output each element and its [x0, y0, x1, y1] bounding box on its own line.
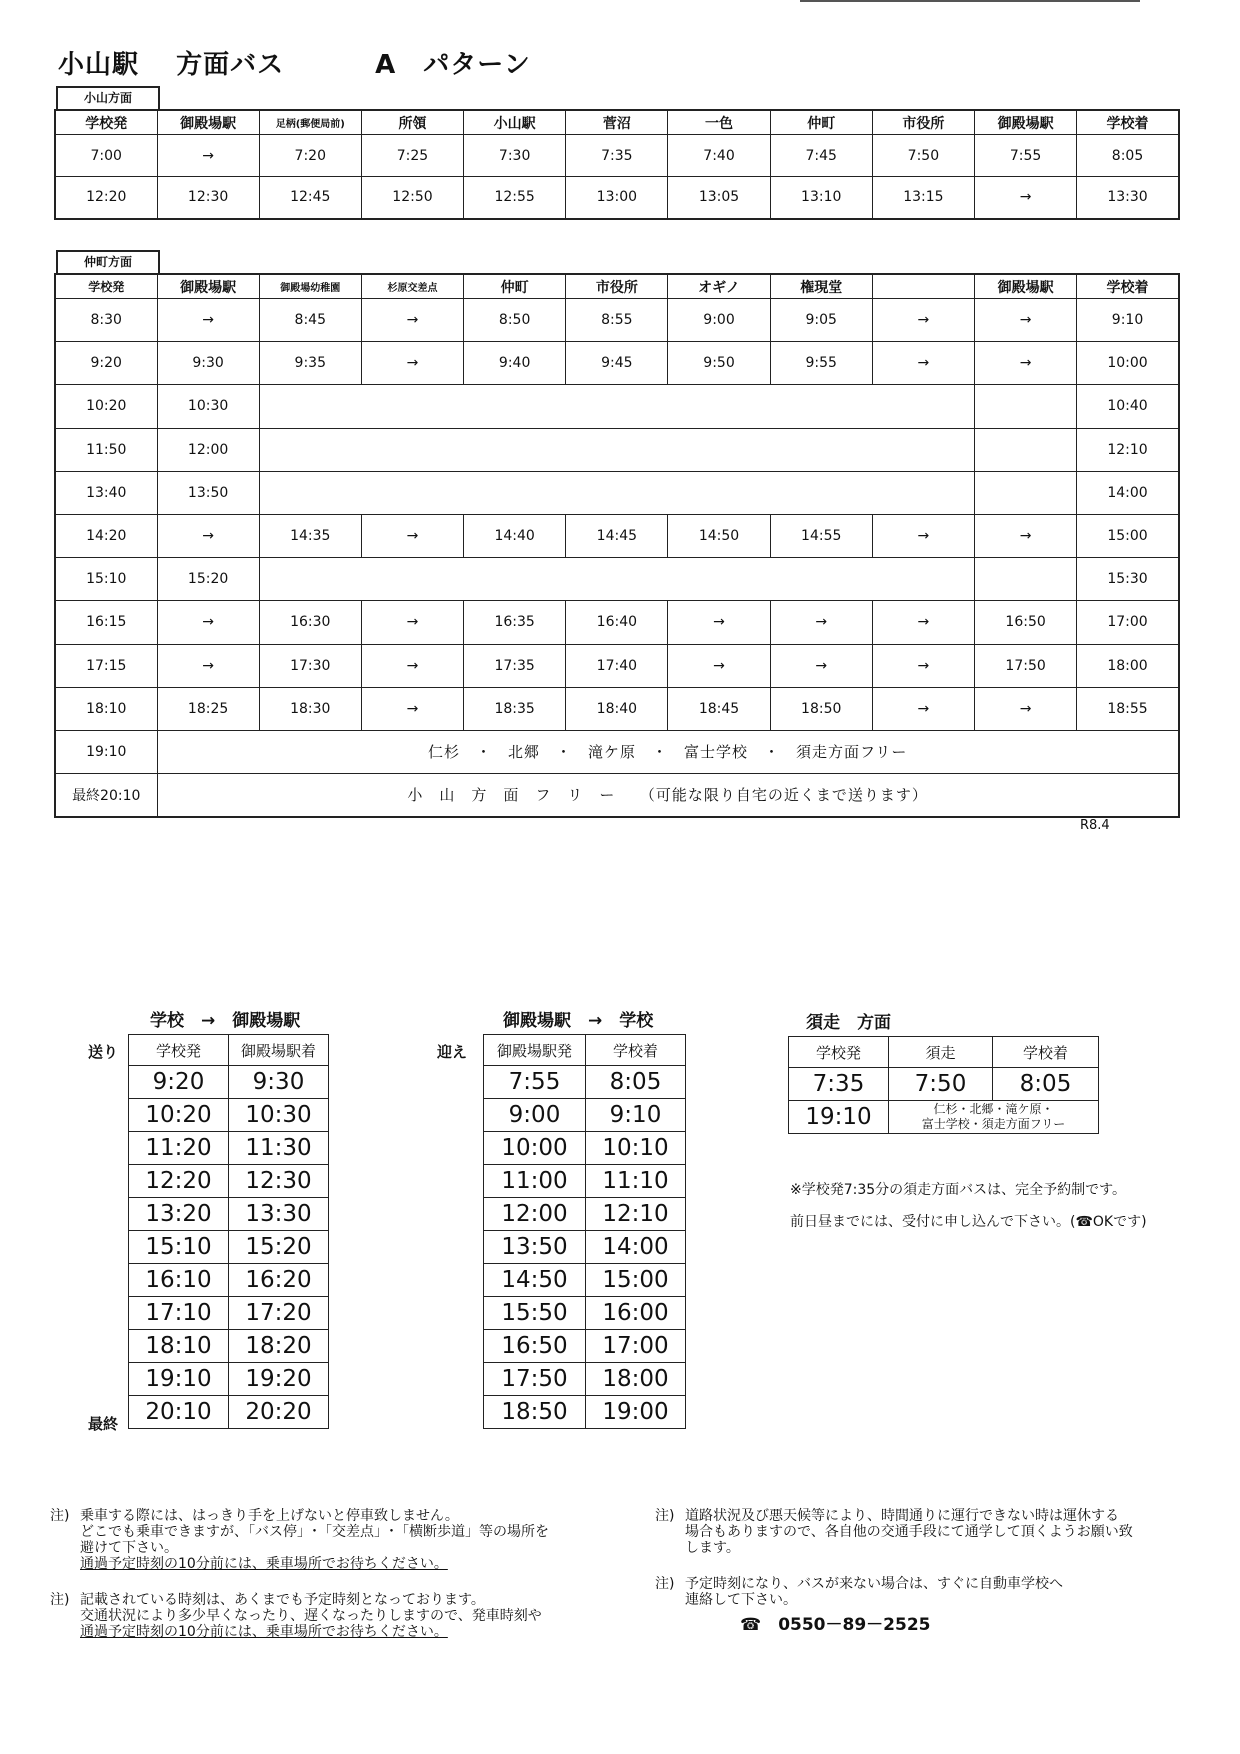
- nakamachi-header-cell: 市役所: [566, 274, 668, 299]
- pickup-cell: 10:10: [586, 1132, 686, 1165]
- send-row: [129, 1363, 329, 1396]
- nakamachi-cell: →: [872, 601, 974, 644]
- send-cell: 16:10: [129, 1264, 229, 1297]
- note-text: 予定時刻になり、バスが来ない場合は、すぐに自動車学校へ: [685, 1576, 1063, 1592]
- koyama-header-cell: 小山駅: [464, 110, 566, 135]
- pickup-row: [484, 1396, 686, 1429]
- pickup-row: [484, 1264, 686, 1297]
- pickup-cell: 17:50: [484, 1363, 586, 1396]
- note-boarding: [50, 1508, 580, 1572]
- nakamachi-cell: →: [975, 342, 1077, 385]
- koyama-cell: 12:50: [361, 177, 463, 219]
- nakamachi-cell: →: [361, 299, 463, 342]
- nakamachi-cell: 9:40: [464, 342, 566, 385]
- nakamachi-cell: →: [872, 299, 974, 342]
- send-cell: 13:30: [229, 1198, 329, 1231]
- nakamachi-header-cell: 御殿場幼稚園: [259, 274, 361, 299]
- koyama-tag: 小山方面: [56, 86, 160, 110]
- send-cell: 19:10: [129, 1363, 229, 1396]
- note-text-underlined: 通過予定時刻の10分前には、乗車場所でお待ちください。: [80, 1556, 448, 1572]
- pickup-header-cell: 学校着: [586, 1035, 686, 1066]
- nakamachi-blank-cell: [975, 385, 1077, 428]
- koyama-cell: 12:45: [259, 177, 361, 219]
- koyama-header-cell: 御殿場駅: [157, 110, 259, 135]
- phone-text: 0550－89－2525: [778, 1615, 931, 1635]
- koyama-header-cell: 菅沼: [566, 110, 668, 135]
- koyama-header-cell: 学校発: [55, 110, 157, 135]
- send-cell: 12:20: [129, 1165, 229, 1198]
- nakamachi-blank-cell: [975, 428, 1077, 471]
- nakamachi-row: [55, 385, 1179, 428]
- phone-number: [740, 1610, 930, 1635]
- send-row: [129, 1132, 329, 1165]
- send-row: [129, 1099, 329, 1132]
- nakamachi-cell: 14:00: [1077, 471, 1179, 514]
- nakamachi-cell: →: [975, 514, 1077, 557]
- nakamachi-tag: 仲町方面: [56, 250, 160, 274]
- koyama-cell: 12:30: [157, 177, 259, 219]
- koyama-cell: 7:30: [464, 135, 566, 177]
- nakamachi-row: [55, 601, 1179, 644]
- nakamachi-cell: 18:45: [668, 687, 770, 730]
- nakamachi-row: [55, 558, 1179, 601]
- koyama-cell: 7:40: [668, 135, 770, 177]
- note-text: 道路状況及び悪天候等により、時間通りに運行できない時は運休する: [685, 1508, 1119, 1524]
- nakamachi-cell: 15:00: [1077, 514, 1179, 557]
- nakamachi-row: [55, 299, 1179, 342]
- nakamachi-cell: 14:20: [55, 514, 157, 557]
- pickup-cell: 19:00: [586, 1396, 686, 1429]
- pickup-row: [484, 1066, 686, 1099]
- nakamachi-cell: 最終20:10: [55, 774, 157, 817]
- pickup-row: [484, 1165, 686, 1198]
- subashiri-cell: 19:10: [789, 1101, 889, 1134]
- send-row: [129, 1297, 329, 1330]
- nakamachi-header-cell: [872, 274, 974, 299]
- subashiri-info-apply: 前日昼までには、受付に申し込んで下さい。(☎OKです): [790, 1214, 1147, 1230]
- nakamachi-cell: 14:55: [770, 514, 872, 557]
- nakamachi-cell: 18:25: [157, 687, 259, 730]
- title-station: 小山駅: [58, 50, 140, 80]
- koyama-cell: 7:55: [975, 135, 1077, 177]
- title-direction: 方面バス: [176, 50, 285, 80]
- nakamachi-cell: 17:40: [566, 644, 668, 687]
- send-cell: 20:10: [129, 1396, 229, 1429]
- koyama-cell: →: [975, 177, 1077, 219]
- send-cell: 17:20: [229, 1297, 329, 1330]
- send-row: [129, 1066, 329, 1099]
- nakamachi-cell: →: [361, 687, 463, 730]
- nakamachi-cell: 18:00: [1077, 644, 1179, 687]
- pickup-cell: 18:50: [484, 1396, 586, 1429]
- pickup-side-label: 迎え: [437, 1043, 468, 1061]
- nakamachi-cell: 9:20: [55, 342, 157, 385]
- note-schedule: [50, 1592, 580, 1640]
- send-cell: 16:20: [229, 1264, 329, 1297]
- pickup-row: [484, 1330, 686, 1363]
- koyama-header-cell: 仲町: [770, 110, 872, 135]
- note-prefix: 注): [655, 1576, 675, 1592]
- pickup-cell: 13:50: [484, 1231, 586, 1264]
- nakamachi-header-cell: 仲町: [464, 274, 566, 299]
- nakamachi-header-cell: 御殿場駅: [975, 274, 1077, 299]
- pickup-cell: 12:10: [586, 1198, 686, 1231]
- send-cell: 11:20: [129, 1132, 229, 1165]
- nakamachi-row: [55, 644, 1179, 687]
- send-cell: 18:10: [129, 1330, 229, 1363]
- koyama-cell: 8:05: [1077, 135, 1179, 177]
- nakamachi-cell: →: [361, 601, 463, 644]
- note-weather: [655, 1508, 1215, 1556]
- pickup-cell: 9:10: [586, 1099, 686, 1132]
- nakamachi-cell: 9:05: [770, 299, 872, 342]
- nakamachi-cell: 18:50: [770, 687, 872, 730]
- send-cell: 10:30: [229, 1099, 329, 1132]
- koyama-cell: 7:50: [872, 135, 974, 177]
- nakamachi-cell: 9:30: [157, 342, 259, 385]
- note-text: 場合もありますので、各自他の交通手段にて通学して頂くようお願い致: [685, 1524, 1133, 1540]
- nakamachi-cell: 8:50: [464, 299, 566, 342]
- nakamachi-cell: 9:55: [770, 342, 872, 385]
- koyama-cell: 13:00: [566, 177, 668, 219]
- nakamachi-blank-span: [259, 428, 974, 471]
- send-cell: 10:20: [129, 1099, 229, 1132]
- nakamachi-row: [55, 428, 1179, 471]
- koyama-row: [55, 177, 1179, 219]
- subashiri-free-note: [889, 1101, 1099, 1134]
- koyama-timetable: [54, 109, 1180, 220]
- send-cell: 13:20: [129, 1198, 229, 1231]
- koyama-header-cell: 足柄(郵便局前): [259, 110, 361, 135]
- nakamachi-row: [55, 471, 1179, 514]
- nakamachi-cell: 16:30: [259, 601, 361, 644]
- nakamachi-header-cell: 杉原交差点: [361, 274, 463, 299]
- nakamachi-cell: 15:10: [55, 558, 157, 601]
- nakamachi-cell: 13:50: [157, 471, 259, 514]
- pickup-cell: 12:00: [484, 1198, 586, 1231]
- koyama-cell: 13:15: [872, 177, 974, 219]
- koyama-header-cell: 所領: [361, 110, 463, 135]
- send-row: [129, 1396, 329, 1429]
- send-side-label: 送り: [88, 1043, 119, 1061]
- nakamachi-cell: 16:50: [975, 601, 1077, 644]
- nakamachi-header-cell: 学校着: [1077, 274, 1179, 299]
- revision-label: R8.4: [1080, 818, 1110, 833]
- koyama-cell: 7:35: [566, 135, 668, 177]
- nakamachi-cell: →: [157, 644, 259, 687]
- nakamachi-cell: 18:30: [259, 687, 361, 730]
- send-cell: 11:30: [229, 1132, 329, 1165]
- koyama-cell: 7:45: [770, 135, 872, 177]
- note-text: 乗車する際には、はっきり手を上げないと停車致しません。: [80, 1508, 459, 1524]
- nakamachi-cell: →: [872, 342, 974, 385]
- subashiri-table: [788, 1036, 1099, 1134]
- pickup-cell: 8:05: [586, 1066, 686, 1099]
- subashiri-cell: 7:35: [789, 1068, 889, 1101]
- note-text-underlined: 通過予定時刻の10分前には、乗車場所でお待ちください。: [80, 1624, 448, 1640]
- nakamachi-cell: →: [361, 644, 463, 687]
- send-cell: 17:10: [129, 1297, 229, 1330]
- koyama-row: [55, 135, 1179, 177]
- pickup-cell: 14:00: [586, 1231, 686, 1264]
- nakamachi-cell: 14:40: [464, 514, 566, 557]
- subashiri-header-arrive: 学校着: [993, 1037, 1099, 1068]
- subashiri-free-note-line1: 仁杉・北郷・滝ケ原・: [933, 1102, 1054, 1116]
- pickup-title: 御殿場駅 → 学校: [503, 1011, 654, 1031]
- nakamachi-cell: →: [361, 342, 463, 385]
- pickup-row: [484, 1297, 686, 1330]
- subashiri-info-reservation: ※学校発7:35分の須走方面バスは、完全予約制です。: [790, 1182, 1127, 1198]
- pickup-header-cell: 御殿場駅発: [484, 1035, 586, 1066]
- nakamachi-cell: 16:40: [566, 601, 668, 644]
- koyama-header-cell: 御殿場駅: [975, 110, 1077, 135]
- nakamachi-free-row: [55, 774, 1179, 817]
- note-text: 交通状況により多少早くなったり、遅くなったりしますので、発車時刻や: [80, 1608, 542, 1624]
- send-cell: 9:20: [129, 1066, 229, 1099]
- nakamachi-blank-span: [259, 385, 974, 428]
- nakamachi-cell: →: [157, 299, 259, 342]
- nakamachi-cell: →: [361, 514, 463, 557]
- nakamachi-free-note: 小 山 方 面 フ リ ー （可能な限り自宅の近くまで送ります）: [157, 774, 1179, 817]
- nakamachi-cell: 8:55: [566, 299, 668, 342]
- subashiri-header-depart: 学校発: [789, 1037, 889, 1068]
- nakamachi-cell: 14:50: [668, 514, 770, 557]
- send-table: [128, 1034, 329, 1429]
- pickup-cell: 16:00: [586, 1297, 686, 1330]
- nakamachi-cell: 17:30: [259, 644, 361, 687]
- nakamachi-cell: 12:00: [157, 428, 259, 471]
- nakamachi-cell: →: [872, 514, 974, 557]
- send-cell: 15:20: [229, 1231, 329, 1264]
- nakamachi-blank-span: [259, 471, 974, 514]
- nakamachi-cell: →: [770, 644, 872, 687]
- nakamachi-cell: 10:40: [1077, 385, 1179, 428]
- koyama-header-cell: 学校着: [1077, 110, 1179, 135]
- nakamachi-cell: 10:20: [55, 385, 157, 428]
- pickup-cell: 7:55: [484, 1066, 586, 1099]
- nakamachi-cell: 10:00: [1077, 342, 1179, 385]
- send-row: [129, 1330, 329, 1363]
- pickup-cell: 10:00: [484, 1132, 586, 1165]
- nakamachi-free-row: [55, 730, 1179, 773]
- pickup-cell: 18:00: [586, 1363, 686, 1396]
- send-row: [129, 1165, 329, 1198]
- nakamachi-cell: 19:10: [55, 730, 157, 773]
- nakamachi-blank-cell: [975, 471, 1077, 514]
- pickup-row: [484, 1132, 686, 1165]
- nakamachi-blank-span: [259, 558, 974, 601]
- nakamachi-cell: →: [770, 601, 872, 644]
- koyama-cell: 7:00: [55, 135, 157, 177]
- nakamachi-cell: 14:35: [259, 514, 361, 557]
- send-title: 学校 → 御殿場駅: [150, 1011, 301, 1031]
- nakamachi-header-cell: オギノ: [668, 274, 770, 299]
- send-header-cell: 御殿場駅着: [229, 1035, 329, 1066]
- note-text: 連絡して下さい。: [685, 1592, 797, 1608]
- pickup-row: [484, 1231, 686, 1264]
- note-text: します。: [685, 1540, 740, 1556]
- nakamachi-cell: →: [975, 687, 1077, 730]
- nakamachi-blank-cell: [975, 558, 1077, 601]
- note-text: 避けて下さい。: [80, 1540, 178, 1556]
- send-row: [129, 1231, 329, 1264]
- nakamachi-cell: 9:45: [566, 342, 668, 385]
- koyama-cell: 13:30: [1077, 177, 1179, 219]
- nakamachi-header-cell: 学校発: [55, 274, 157, 299]
- koyama-cell: 7:20: [259, 135, 361, 177]
- send-cell: 19:20: [229, 1363, 329, 1396]
- top-scan-line: [0, 0, 1240, 2]
- pickup-cell: 16:50: [484, 1330, 586, 1363]
- subashiri-cell: 7:50: [889, 1068, 993, 1101]
- nakamachi-cell: 8:30: [55, 299, 157, 342]
- nakamachi-cell: 18:35: [464, 687, 566, 730]
- nakamachi-header-cell: 御殿場駅: [157, 274, 259, 299]
- nakamachi-cell: →: [157, 514, 259, 557]
- pickup-row: [484, 1363, 686, 1396]
- pickup-cell: 15:00: [586, 1264, 686, 1297]
- note-prefix: 注): [50, 1508, 70, 1524]
- nakamachi-cell: 18:55: [1077, 687, 1179, 730]
- send-cell: 9:30: [229, 1066, 329, 1099]
- nakamachi-cell: →: [157, 601, 259, 644]
- nakamachi-cell: 9:10: [1077, 299, 1179, 342]
- pickup-cell: 11:10: [586, 1165, 686, 1198]
- nakamachi-cell: 8:45: [259, 299, 361, 342]
- nakamachi-cell: 11:50: [55, 428, 157, 471]
- nakamachi-cell: →: [872, 687, 974, 730]
- nakamachi-cell: →: [975, 299, 1077, 342]
- send-row: [129, 1264, 329, 1297]
- nakamachi-row: [55, 687, 1179, 730]
- page-title: [58, 44, 531, 81]
- pickup-cell: 15:50: [484, 1297, 586, 1330]
- nakamachi-row: [55, 514, 1179, 557]
- nakamachi-timetable: [54, 273, 1180, 818]
- nakamachi-cell: 17:50: [975, 644, 1077, 687]
- send-last-label: 最終: [88, 1415, 119, 1433]
- nakamachi-cell: 9:00: [668, 299, 770, 342]
- pickup-cell: 17:00: [586, 1330, 686, 1363]
- pickup-cell: 11:00: [484, 1165, 586, 1198]
- pickup-row: [484, 1099, 686, 1132]
- nakamachi-cell: →: [668, 601, 770, 644]
- koyama-cell: 13:10: [770, 177, 872, 219]
- nakamachi-cell: 16:15: [55, 601, 157, 644]
- send-header-cell: 学校発: [129, 1035, 229, 1066]
- nakamachi-cell: 15:20: [157, 558, 259, 601]
- koyama-header-cell: 市役所: [872, 110, 974, 135]
- koyama-cell: 12:55: [464, 177, 566, 219]
- nakamachi-cell: 17:35: [464, 644, 566, 687]
- note-contact: [655, 1576, 1215, 1608]
- koyama-cell: →: [157, 135, 259, 177]
- subashiri-title: 須走 方面: [806, 1013, 891, 1033]
- subashiri-cell: 8:05: [993, 1068, 1099, 1101]
- nakamachi-cell: 14:45: [566, 514, 668, 557]
- nakamachi-cell: 13:40: [55, 471, 157, 514]
- pickup-cell: 14:50: [484, 1264, 586, 1297]
- nakamachi-row: [55, 342, 1179, 385]
- send-cell: 20:20: [229, 1396, 329, 1429]
- koyama-cell: 13:05: [668, 177, 770, 219]
- pickup-cell: 9:00: [484, 1099, 586, 1132]
- koyama-header-cell: 一色: [668, 110, 770, 135]
- nakamachi-free-note: 仁杉 ・ 北郷 ・ 滝ケ原 ・ 富士学校 ・ 須走方面フリー: [157, 730, 1179, 773]
- nakamachi-cell: 15:30: [1077, 558, 1179, 601]
- nakamachi-cell: 18:10: [55, 687, 157, 730]
- nakamachi-header-cell: 権現堂: [770, 274, 872, 299]
- send-row: [129, 1198, 329, 1231]
- nakamachi-cell: 16:35: [464, 601, 566, 644]
- note-prefix: 注): [50, 1592, 70, 1608]
- nakamachi-cell: →: [872, 644, 974, 687]
- phone-icon: ☎: [740, 1615, 762, 1635]
- send-cell: 18:20: [229, 1330, 329, 1363]
- pickup-table: [483, 1034, 686, 1429]
- nakamachi-cell: 18:40: [566, 687, 668, 730]
- send-cell: 15:10: [129, 1231, 229, 1264]
- nakamachi-cell: 9:50: [668, 342, 770, 385]
- send-cell: 12:30: [229, 1165, 329, 1198]
- note-text: どこでも乗車できますが、「バス停」･「交差点」･「横断歩道」等の場所を: [80, 1524, 549, 1540]
- nakamachi-cell: 17:15: [55, 644, 157, 687]
- nakamachi-cell: →: [668, 644, 770, 687]
- koyama-cell: 7:25: [361, 135, 463, 177]
- nakamachi-cell: 10:30: [157, 385, 259, 428]
- pickup-row: [484, 1198, 686, 1231]
- title-pattern: A パターン: [375, 50, 531, 80]
- nakamachi-cell: 17:00: [1077, 601, 1179, 644]
- nakamachi-cell: 12:10: [1077, 428, 1179, 471]
- nakamachi-cell: 9:35: [259, 342, 361, 385]
- subashiri-header-subashiri: 須走: [889, 1037, 993, 1068]
- note-prefix: 注): [655, 1508, 675, 1524]
- note-text: 記載されている時刻は、あくまでも予定時刻となっております。: [80, 1592, 485, 1608]
- koyama-cell: 12:20: [55, 177, 157, 219]
- subashiri-free-note-line2: 富士学校・須走方面フリー: [921, 1117, 1066, 1131]
